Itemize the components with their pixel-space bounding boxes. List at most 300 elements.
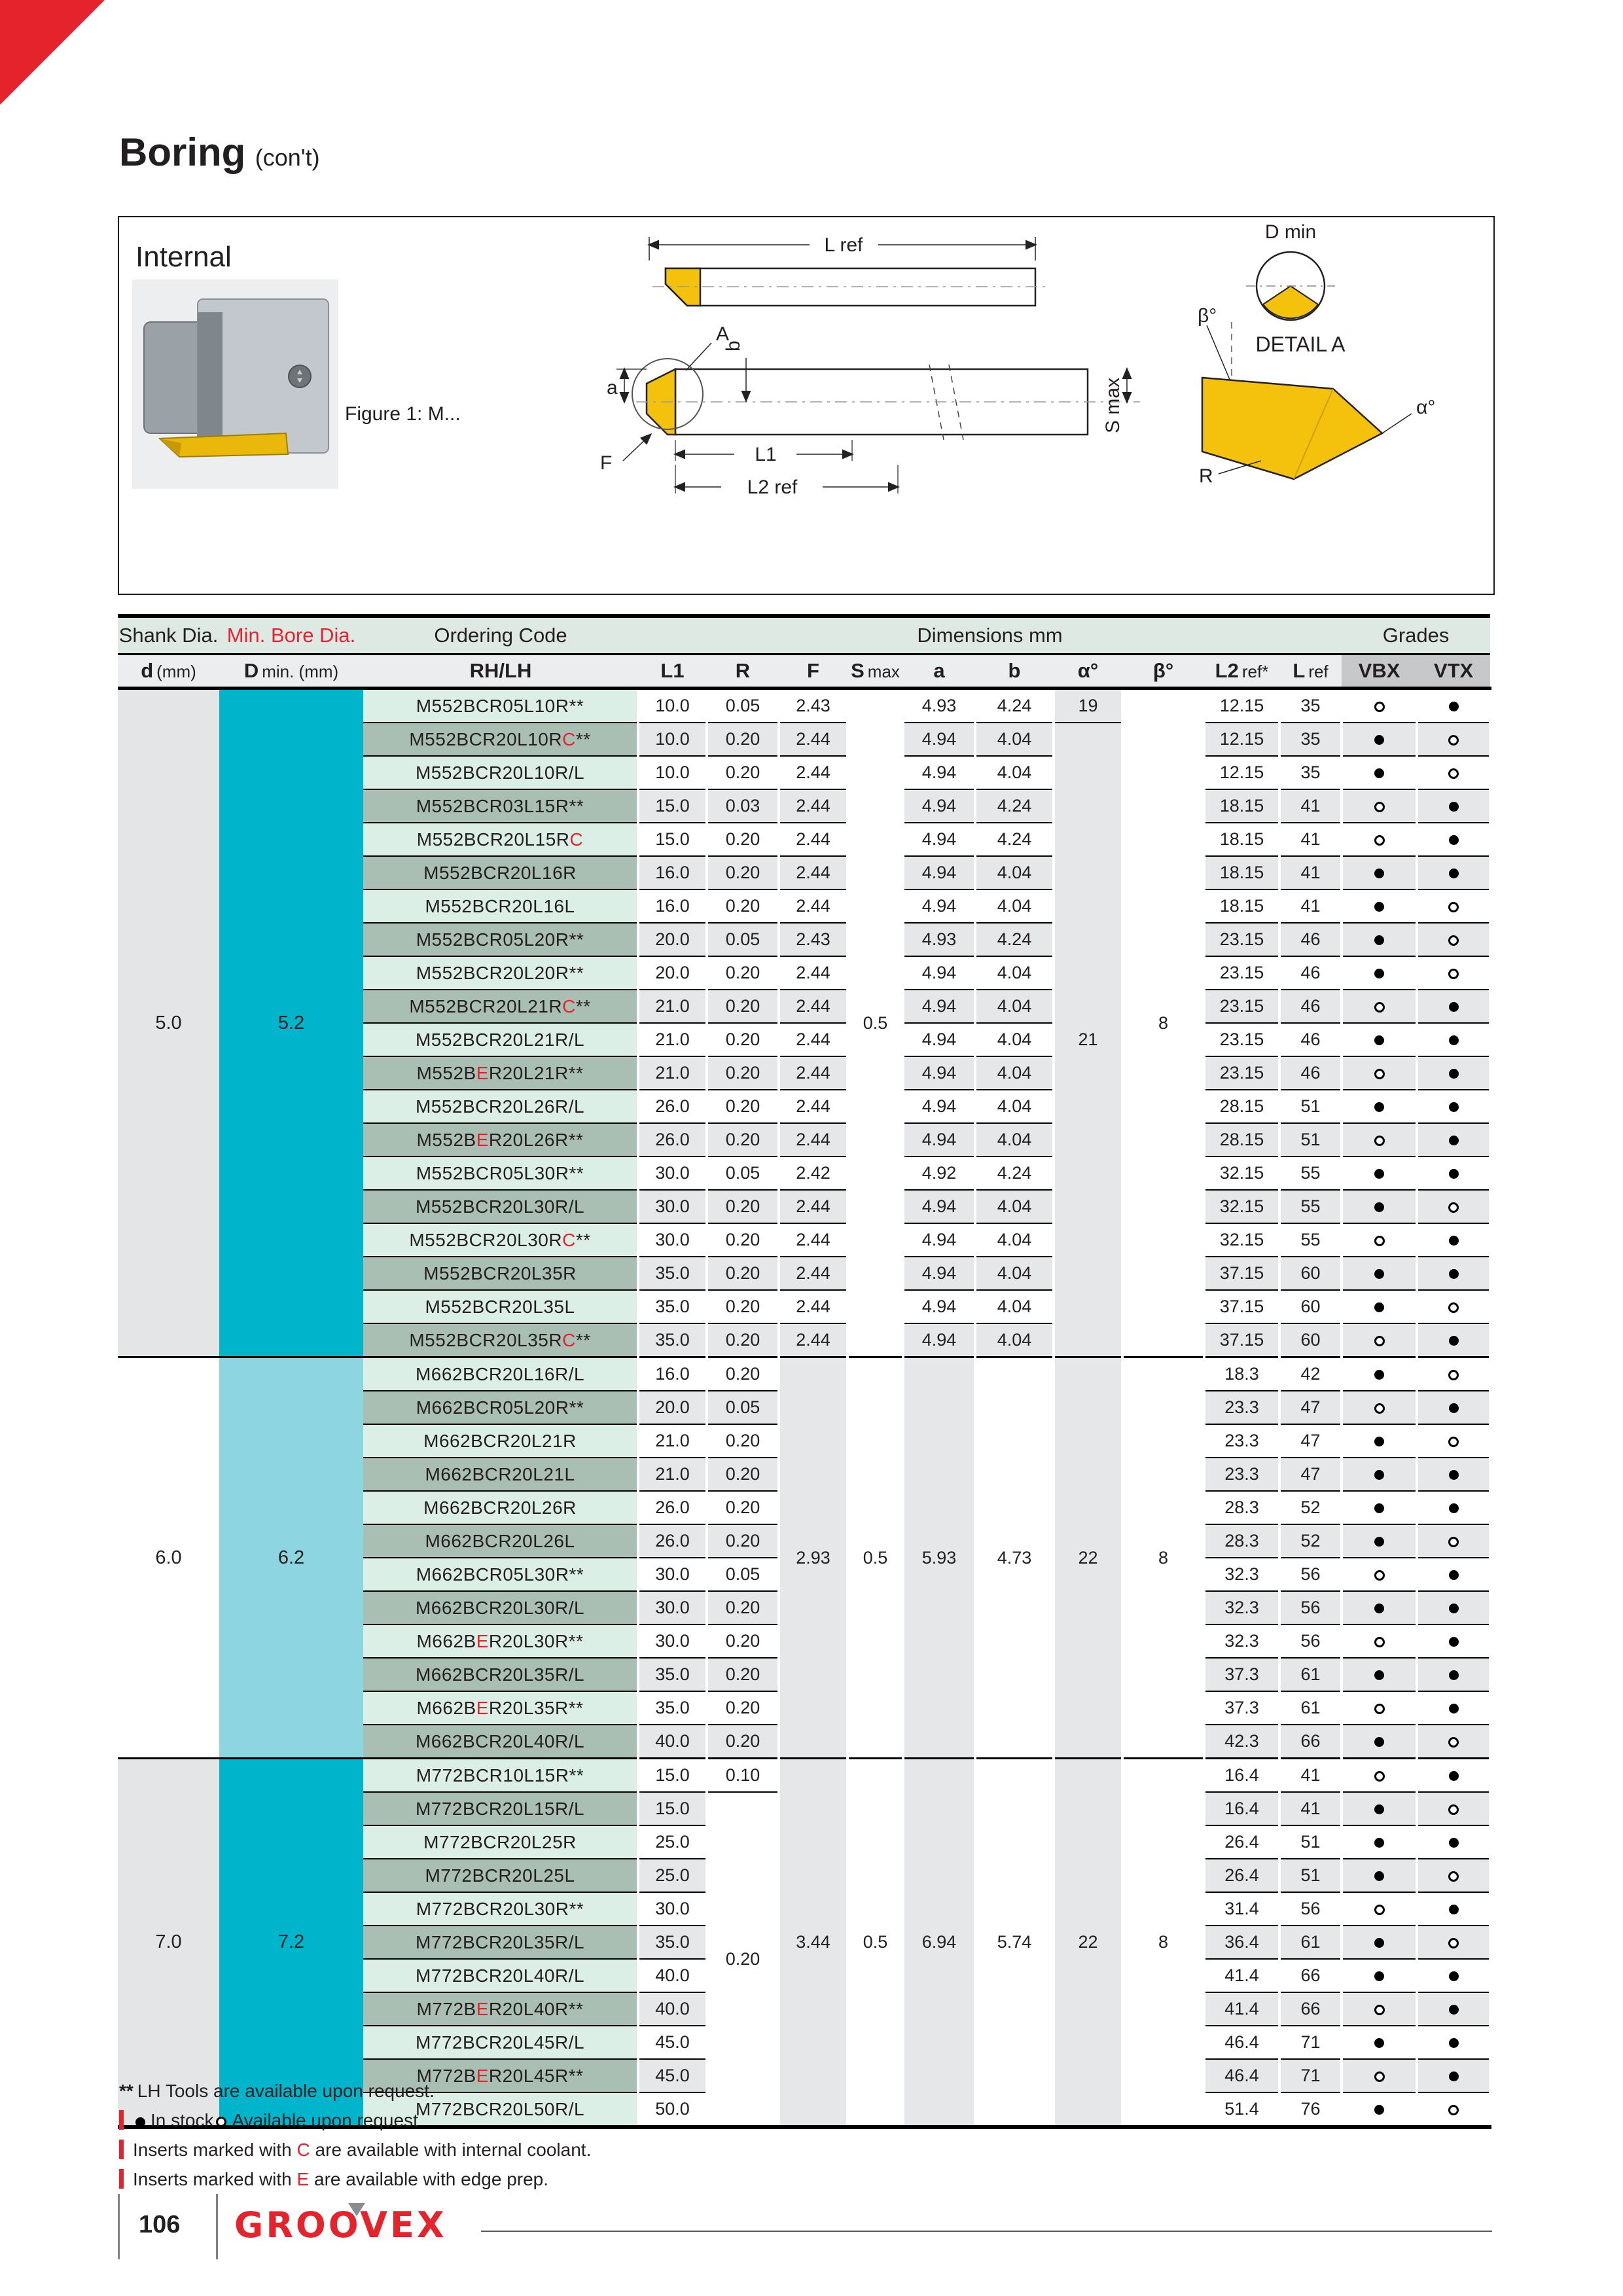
ordering-code: M552BCR05L20R** <box>363 923 638 956</box>
dim-f: 2.44 <box>779 889 847 923</box>
dim-l-ref: 56 <box>1279 1624 1342 1658</box>
grade-vbx <box>1342 1458 1417 1491</box>
dim-l1: 10.0 <box>638 723 707 756</box>
dim-a: 4.94 <box>903 723 975 756</box>
dim-l-ref: 66 <box>1279 1992 1342 2026</box>
ordering-code: M552BCR20L35R <box>363 1257 638 1290</box>
subheader-d-min: D min. (mm) <box>219 655 363 689</box>
ordering-code: M662BCR20L26R <box>363 1491 638 1524</box>
detail-a-view <box>1198 305 1435 487</box>
dim-l-ref: 41 <box>1279 1759 1342 1793</box>
dim-b: 4.04 <box>975 956 1054 990</box>
figure-internal-label: Internal <box>135 241 232 273</box>
ordering-code: M662BCR20L26L <box>363 1524 638 1558</box>
ordering-code: M662BCR20L30R/L <box>363 1591 638 1624</box>
dim-l1: 21.0 <box>638 1458 707 1491</box>
logo-triangle-icon <box>348 2203 365 2216</box>
dim-r: 0.20 <box>707 823 779 856</box>
group-shank-6.0 <box>118 1357 1490 1759</box>
grade-vtx <box>1417 1424 1490 1458</box>
dim-l2-ref: 36.4 <box>1204 1926 1279 1959</box>
grade-vbx <box>1342 956 1417 990</box>
dim-l2-ref: 37.15 <box>1204 1323 1279 1357</box>
dim-beta-merged: 8 <box>1122 1357 1204 1759</box>
dim-b: 4.04 <box>975 856 1054 889</box>
dim-l2-ref: 18.15 <box>1204 856 1279 889</box>
grade-vbx <box>1342 1157 1417 1190</box>
dim-l2-ref: 12.15 <box>1204 689 1279 723</box>
dim-l2-ref: 32.15 <box>1204 1190 1279 1223</box>
dim-r: 0.20 <box>707 1491 779 1524</box>
tool-photo <box>132 279 338 489</box>
ordering-code: M772BCR20L25L <box>363 1859 638 1892</box>
dim-r: 0.20 <box>707 1223 779 1257</box>
dim-a-merged: 6.94 <box>903 1759 975 2128</box>
dim-l-ref: 61 <box>1279 1691 1342 1725</box>
dim-l2-ref: 28.15 <box>1204 1090 1279 1123</box>
dim-l2-ref: 42.3 <box>1204 1725 1279 1759</box>
corner-accent-triangle <box>0 0 105 105</box>
dim-l2-ref: 12.15 <box>1204 756 1279 789</box>
col-header-min-bore-dia: Min. Bore Dia. <box>219 616 363 655</box>
dim-beta-merged: 8 <box>1122 1759 1204 2128</box>
grade-vtx <box>1417 1323 1490 1357</box>
figure-b-label: b <box>722 340 744 351</box>
subheader-l-ref: L ref <box>1279 655 1342 689</box>
dim-r: 0.20 <box>707 1190 779 1223</box>
dim-l1: 35.0 <box>638 1926 707 1959</box>
grade-vbx <box>1342 1424 1417 1458</box>
grade-vtx <box>1417 1190 1490 1223</box>
figure-d-min-label: D min <box>1264 221 1317 243</box>
grade-vtx <box>1417 1759 1490 1793</box>
dim-l-ref: 56 <box>1279 1591 1342 1624</box>
dim-l1: 20.0 <box>638 923 707 956</box>
footnote-asterisks: ** <box>119 2081 134 2101</box>
dim-l-ref: 51 <box>1279 1859 1342 1892</box>
dim-b: 4.24 <box>975 689 1054 723</box>
dim-r-merged: 0.20 <box>707 1792 779 2127</box>
subheader-l1: L1 <box>638 655 707 689</box>
dim-f: 2.44 <box>779 1123 847 1157</box>
grade-vbx <box>1342 923 1417 956</box>
ordering-code: M662BER20L30R** <box>363 1624 638 1658</box>
grade-vtx <box>1417 923 1490 956</box>
dim-f: 2.44 <box>779 956 847 990</box>
dim-a: 4.94 <box>903 1257 975 1290</box>
grade-vbx <box>1342 789 1417 823</box>
ordering-code: M662BCR05L30R** <box>363 1558 638 1591</box>
dim-l1: 35.0 <box>638 1290 707 1323</box>
grade-vtx <box>1417 689 1490 723</box>
group-shank-7.0 <box>118 1759 1490 2128</box>
grade-vtx <box>1417 1926 1490 1959</box>
dim-l-ref: 66 <box>1279 1959 1342 1992</box>
dim-b: 4.04 <box>975 1223 1054 1257</box>
grade-vtx <box>1417 1792 1490 1825</box>
dim-l1: 40.0 <box>638 1992 707 2026</box>
dim-l2-ref: 23.3 <box>1204 1424 1279 1458</box>
ordering-code: M552BCR03L15R** <box>363 789 638 823</box>
grade-vbx <box>1342 990 1417 1023</box>
grade-vtx <box>1417 990 1490 1023</box>
figure-s-max-label: S max <box>1102 377 1124 433</box>
dim-r: 0.20 <box>707 1524 779 1558</box>
grade-vtx <box>1417 2026 1490 2059</box>
grade-vtx <box>1417 1959 1490 1992</box>
dim-l1: 25.0 <box>638 1825 707 1859</box>
dim-r: 0.20 <box>707 723 779 756</box>
figure-detail-marker-a: A <box>716 323 730 345</box>
grade-vbx <box>1342 1859 1417 1892</box>
dim-f: 2.42 <box>779 1157 847 1190</box>
dim-f: 2.44 <box>779 1323 847 1357</box>
dim-l-ref: 71 <box>1279 2026 1342 2059</box>
dim-l2-ref: 37.3 <box>1204 1691 1279 1725</box>
dim-l-ref: 76 <box>1279 2092 1342 2127</box>
grade-vtx <box>1417 1524 1490 1558</box>
dim-l1: 15.0 <box>638 789 707 823</box>
page-title-main: Boring <box>119 130 246 174</box>
subheader-rh-lh: RH/LH <box>363 655 638 689</box>
dim-a: 4.94 <box>903 1123 975 1157</box>
figure-alpha-label: α° <box>1416 397 1436 418</box>
dim-l-ref: 61 <box>1279 1926 1342 1959</box>
footnote-stock-legend: In stock Available upon request <box>119 2106 591 2135</box>
col-header-dimensions: Dimensions mm <box>638 616 1342 655</box>
grade-vtx <box>1417 823 1490 856</box>
grade-vtx <box>1417 1825 1490 1859</box>
dim-b: 4.04 <box>975 1257 1054 1290</box>
red-bar-icon <box>119 2169 124 2189</box>
grade-vtx <box>1417 1591 1490 1624</box>
product-table <box>118 614 1491 2129</box>
dim-b: 4.04 <box>975 1056 1054 1090</box>
grade-vbx <box>1342 1926 1417 1959</box>
min-bore-dia-value: 7.2 <box>219 1759 363 2128</box>
grade-vbx <box>1342 1725 1417 1759</box>
dim-l-ref: 46 <box>1279 990 1342 1023</box>
grade-vtx <box>1417 1558 1490 1591</box>
dim-b: 4.04 <box>975 1123 1054 1157</box>
subheader-l2-ref: L2 ref* <box>1204 655 1279 689</box>
dim-l2-ref: 32.3 <box>1204 1591 1279 1624</box>
footer-rule <box>481 2231 1492 2232</box>
figure-detail-a-label: DETAIL A <box>1255 332 1346 356</box>
grade-vtx <box>1417 1157 1490 1190</box>
dim-l-ref: 52 <box>1279 1491 1342 1524</box>
dim-alpha-merged: 22 <box>1054 1357 1122 1759</box>
dim-r: 0.20 <box>707 1725 779 1759</box>
grade-vbx <box>1342 1759 1417 1793</box>
subheader-a: a <box>903 655 975 689</box>
dim-l1: 26.0 <box>638 1524 707 1558</box>
grade-vbx <box>1342 1323 1417 1357</box>
dim-l2-ref: 23.15 <box>1204 1056 1279 1090</box>
grade-vbx <box>1342 723 1417 756</box>
dim-a: 4.93 <box>903 689 975 723</box>
dim-l1: 10.0 <box>638 756 707 789</box>
col-header-shank-dia: Shank Dia. <box>118 616 219 655</box>
dim-b: 4.24 <box>975 923 1054 956</box>
dim-s-max-merged: 0.5 <box>847 1759 903 2128</box>
dim-l1: 16.0 <box>638 856 707 889</box>
grade-vbx <box>1342 1524 1417 1558</box>
dim-b: 4.24 <box>975 789 1054 823</box>
dim-b: 4.24 <box>975 1157 1054 1190</box>
grade-vtx <box>1417 1725 1490 1759</box>
side-view-lower <box>600 323 1140 498</box>
dim-r: 0.20 <box>707 756 779 789</box>
ordering-code: M552BCR20L15RC <box>363 823 638 856</box>
dim-r: 0.05 <box>707 1391 779 1424</box>
red-bar-icon <box>119 2110 124 2130</box>
grade-vbx <box>1342 1491 1417 1524</box>
dim-l-ref: 46 <box>1279 923 1342 956</box>
dim-f: 2.44 <box>779 1023 847 1056</box>
grade-vbx <box>1342 1290 1417 1323</box>
dim-f: 2.44 <box>779 1190 847 1223</box>
ordering-code: M662BCR20L35R/L <box>363 1658 638 1691</box>
dim-l1: 15.0 <box>638 823 707 856</box>
table-row <box>118 689 1490 723</box>
grade-vbx <box>1342 1591 1417 1624</box>
grade-vbx <box>1342 1023 1417 1056</box>
product-table-wrap <box>118 614 1491 2129</box>
dim-a: 4.94 <box>903 789 975 823</box>
figure-box <box>118 216 1495 595</box>
dim-l1: 30.0 <box>638 1624 707 1658</box>
dim-l1: 21.0 <box>638 1056 707 1090</box>
dim-f-merged: 2.93 <box>779 1357 847 1759</box>
dim-b: 4.04 <box>975 756 1054 789</box>
dim-l1: 35.0 <box>638 1658 707 1691</box>
dim-r: 0.20 <box>707 1290 779 1323</box>
dim-l-ref: 46 <box>1279 956 1342 990</box>
grade-vbx <box>1342 1658 1417 1691</box>
dim-l1: 30.0 <box>638 1558 707 1591</box>
dim-l1: 21.0 <box>638 990 707 1023</box>
dim-r: 0.20 <box>707 1691 779 1725</box>
dim-l1: 15.0 <box>638 1792 707 1825</box>
open-dot-icon <box>216 2117 226 2127</box>
dim-r: 0.03 <box>707 789 779 823</box>
dim-r: 0.05 <box>707 923 779 956</box>
ordering-code: M772BCR20L30R** <box>363 1892 638 1926</box>
grade-vbx <box>1342 756 1417 789</box>
dim-b: 4.04 <box>975 1290 1054 1323</box>
grade-vbx <box>1342 823 1417 856</box>
dim-r: 0.20 <box>707 1323 779 1357</box>
grade-vtx <box>1417 1357 1490 1391</box>
dim-a: 4.94 <box>903 823 975 856</box>
dim-a: 4.94 <box>903 1090 975 1123</box>
ordering-code: M772BCR20L50R/L <box>363 2092 638 2127</box>
dim-l-ref: 41 <box>1279 789 1342 823</box>
grade-vtx <box>1417 1892 1490 1926</box>
dim-r: 0.10 <box>707 1759 779 1793</box>
ordering-code: M552BCR05L10R** <box>363 689 638 723</box>
grade-vtx <box>1417 2059 1490 2092</box>
ordering-code: M772BER20L45R** <box>363 2059 638 2092</box>
ordering-code: M772BER20L40R** <box>363 1992 638 2026</box>
dim-l2-ref: 23.15 <box>1204 923 1279 956</box>
subheader-b: b <box>975 655 1054 689</box>
grade-vbx <box>1342 1090 1417 1123</box>
dim-l-ref: 71 <box>1279 2059 1342 2092</box>
dim-l-ref: 47 <box>1279 1424 1342 1458</box>
dim-l2-ref: 32.3 <box>1204 1624 1279 1658</box>
dim-a: 4.94 <box>903 956 975 990</box>
ordering-code: M552BCR20L21R/L <box>363 1023 638 1056</box>
dim-a: 4.94 <box>903 1223 975 1257</box>
dim-l-ref: 41 <box>1279 856 1342 889</box>
dim-l-ref: 60 <box>1279 1323 1342 1357</box>
col-header-ordering-code: Ordering Code <box>363 616 638 655</box>
dim-r: 0.05 <box>707 689 779 723</box>
subheader-d: d (mm) <box>118 655 219 689</box>
grade-vtx <box>1417 1123 1490 1157</box>
group-shank-5.0 <box>118 689 1490 1357</box>
dim-l2-ref: 23.15 <box>1204 956 1279 990</box>
grade-vbx <box>1342 1959 1417 1992</box>
figure-beta-label: β° <box>1198 305 1217 327</box>
ordering-code: M552BCR20L30RC** <box>363 1223 638 1257</box>
dim-r: 0.20 <box>707 1056 779 1090</box>
ordering-code: M662BCR20L21L <box>363 1458 638 1491</box>
dim-l-ref: 47 <box>1279 1391 1342 1424</box>
ordering-code: M552BCR20L26R/L <box>363 1090 638 1123</box>
dim-a: 4.94 <box>903 889 975 923</box>
grade-vbx <box>1342 1992 1417 2026</box>
dim-l2-ref: 23.3 <box>1204 1458 1279 1491</box>
grade-vbx <box>1342 1257 1417 1290</box>
subheader-f: F <box>779 655 847 689</box>
torx-screw-icon <box>289 365 311 387</box>
dim-l1: 50.0 <box>638 2092 707 2127</box>
ordering-code: M552BCR20L10R/L <box>363 756 638 789</box>
dim-l2-ref: 18.15 <box>1204 789 1279 823</box>
shank-dia-value: 6.0 <box>118 1357 219 1759</box>
dim-l-ref: 56 <box>1279 1892 1342 1926</box>
figure-l1-label: L1 <box>755 444 777 465</box>
grade-vbx <box>1342 1223 1417 1257</box>
dim-l1: 35.0 <box>638 1691 707 1725</box>
dim-f: 2.44 <box>779 823 847 856</box>
dim-l2-ref: 28.3 <box>1204 1491 1279 1524</box>
dim-a: 4.94 <box>903 756 975 789</box>
table-row <box>118 1759 1490 1793</box>
grade-vbx <box>1342 1792 1417 1825</box>
dim-alpha-merged: 21 <box>1054 723 1122 1357</box>
dim-l1: 30.0 <box>638 1591 707 1624</box>
dim-a: 4.94 <box>903 990 975 1023</box>
dim-l-ref: 61 <box>1279 1658 1342 1691</box>
ordering-code: M772BCR10L15R** <box>363 1759 638 1793</box>
ordering-code: M552BER20L26R** <box>363 1123 638 1157</box>
dim-l2-ref: 26.4 <box>1204 1859 1279 1892</box>
dim-l-ref: 51 <box>1279 1123 1342 1157</box>
ordering-code: M552BCR20L21RC** <box>363 990 638 1023</box>
grade-vtx <box>1417 956 1490 990</box>
dim-beta-merged: 8 <box>1122 689 1204 1357</box>
dim-l1: 40.0 <box>638 1959 707 1992</box>
ordering-code: M552BCR20L30R/L <box>363 1190 638 1223</box>
dim-b-merged: 5.74 <box>975 1759 1054 2128</box>
grade-vbx <box>1342 2059 1417 2092</box>
grade-vbx <box>1342 1624 1417 1658</box>
dim-f: 2.44 <box>779 789 847 823</box>
ordering-code: M772BCR20L25R <box>363 1825 638 1859</box>
filled-dot-icon <box>135 2117 145 2127</box>
dim-l1: 35.0 <box>638 1323 707 1357</box>
dim-l2-ref: 28.3 <box>1204 1524 1279 1558</box>
dim-a: 4.94 <box>903 856 975 889</box>
dim-l2-ref: 31.4 <box>1204 1892 1279 1926</box>
ordering-code: M552BCR20L20R** <box>363 956 638 990</box>
dim-l1: 20.0 <box>638 1391 707 1424</box>
grade-vtx <box>1417 723 1490 756</box>
ordering-code: M552BCR05L30R** <box>363 1157 638 1190</box>
dim-l-ref: 60 <box>1279 1290 1342 1323</box>
dim-b: 4.04 <box>975 1190 1054 1223</box>
dim-l-ref: 51 <box>1279 1825 1342 1859</box>
grade-vbx <box>1342 1391 1417 1424</box>
dim-l1: 30.0 <box>638 1157 707 1190</box>
dim-l2-ref: 32.15 <box>1204 1223 1279 1257</box>
grade-vbx <box>1342 2092 1417 2127</box>
subheader-s-max: S max <box>847 655 903 689</box>
grade-vtx <box>1417 1859 1490 1892</box>
figure-l2-ref-label: L2 ref <box>747 476 798 498</box>
grade-vtx <box>1417 1391 1490 1424</box>
dim-f: 2.44 <box>779 1257 847 1290</box>
dim-r: 0.05 <box>707 1558 779 1591</box>
grade-vbx <box>1342 1123 1417 1157</box>
page-title <box>119 130 320 175</box>
dim-r: 0.20 <box>707 889 779 923</box>
dim-l2-ref: 16.4 <box>1204 1792 1279 1825</box>
dim-r: 0.20 <box>707 856 779 889</box>
dim-r: 0.20 <box>707 1591 779 1624</box>
dim-l1: 21.0 <box>638 1424 707 1458</box>
ordering-code: M662BCR05L20R** <box>363 1391 638 1424</box>
subheader-vbx: VBX <box>1342 655 1417 689</box>
grade-vtx <box>1417 1290 1490 1323</box>
dim-l2-ref: 23.15 <box>1204 1023 1279 1056</box>
ordering-code: M552BER20L21R** <box>363 1056 638 1090</box>
grade-vtx <box>1417 1491 1490 1524</box>
subheader-r: R <box>707 655 779 689</box>
ordering-code: M552BCR20L16R <box>363 856 638 889</box>
dim-r: 0.20 <box>707 1123 779 1157</box>
dim-r: 0.20 <box>707 956 779 990</box>
dim-l2-ref: 41.4 <box>1204 1992 1279 2026</box>
footer-divider <box>216 2194 218 2259</box>
dim-alpha-merged: 22 <box>1054 1759 1122 2128</box>
dim-b: 4.04 <box>975 1323 1054 1357</box>
ordering-code: M662BCR20L21R <box>363 1424 638 1458</box>
subheader-beta: β° <box>1122 655 1204 689</box>
dim-r: 0.20 <box>707 990 779 1023</box>
dim-f: 2.43 <box>779 689 847 723</box>
grade-vbx <box>1342 1357 1417 1391</box>
shank-dia-value: 5.0 <box>118 689 219 1357</box>
dim-l2-ref: 32.3 <box>1204 1558 1279 1591</box>
dim-alpha: 19 <box>1054 689 1122 723</box>
dim-r: 0.20 <box>707 1658 779 1691</box>
grade-vbx <box>1342 889 1417 923</box>
